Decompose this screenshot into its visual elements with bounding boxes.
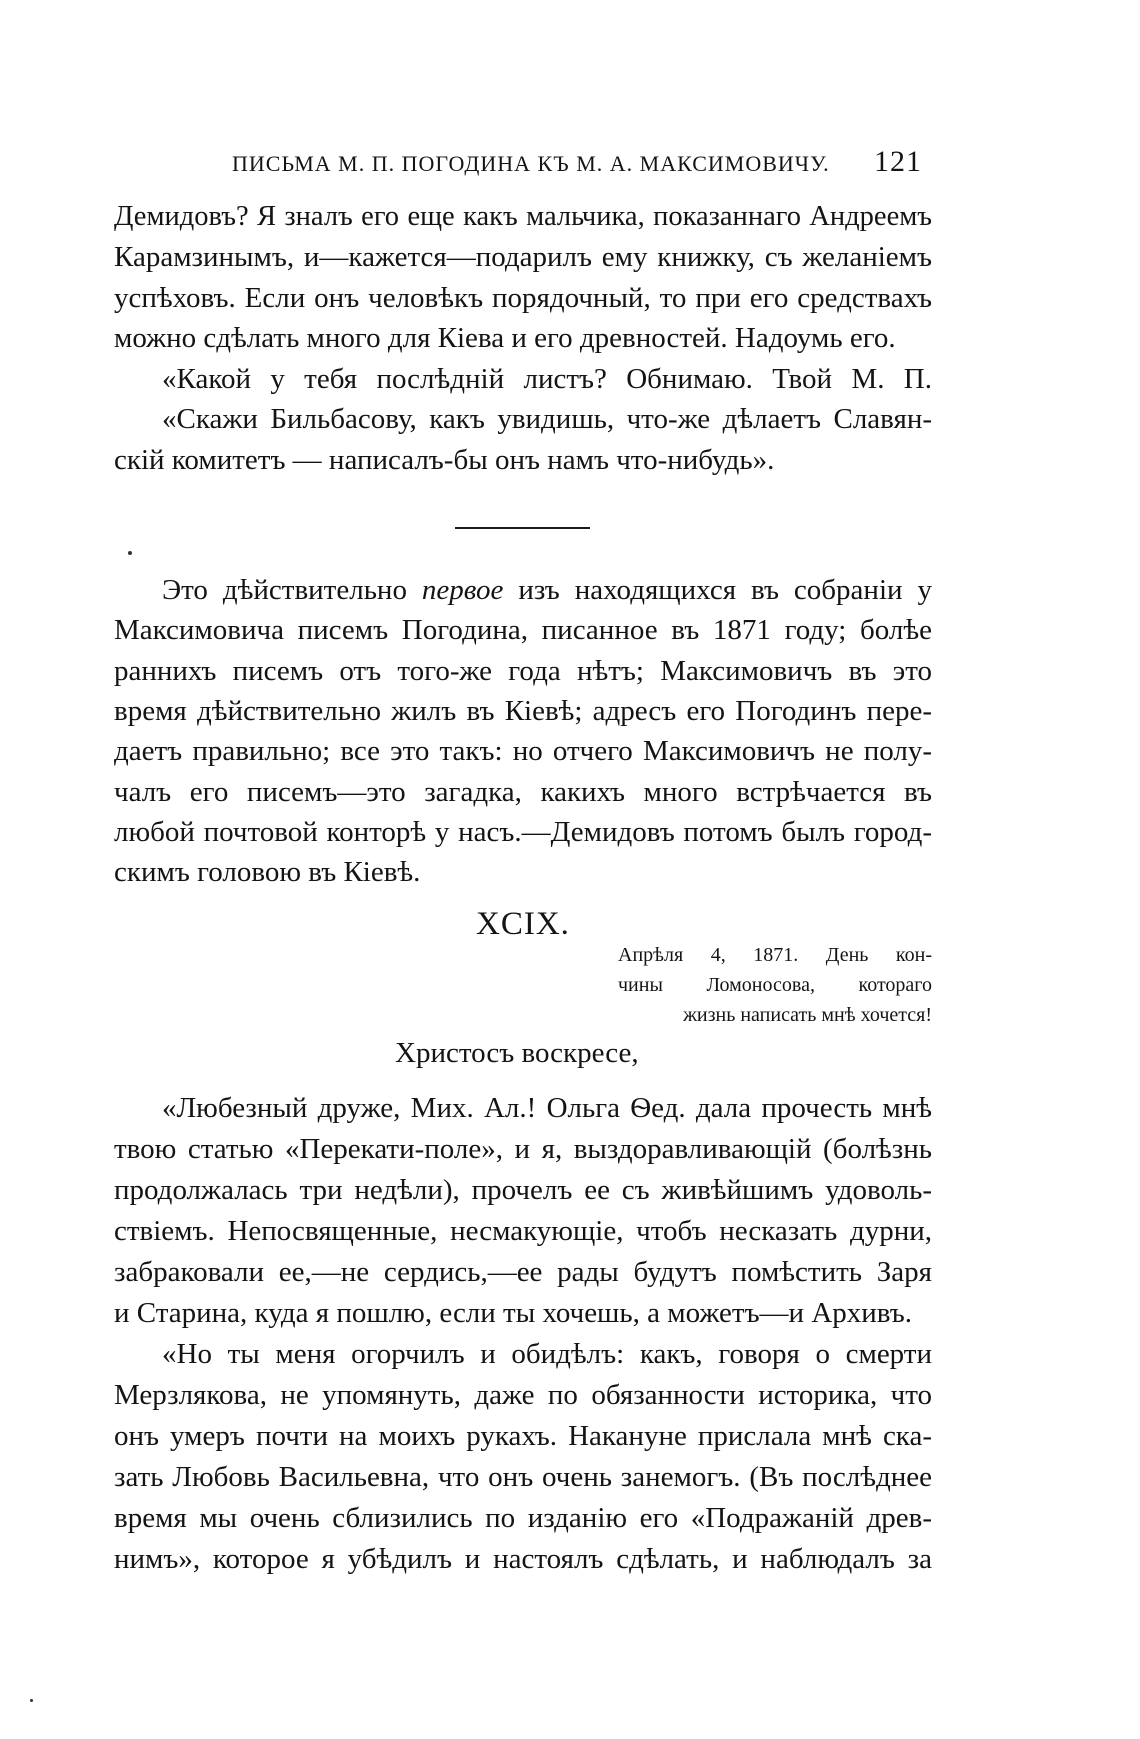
text-line: время дѣйствительно жилъ въ Кіевѣ; адресъ его Погодинъ пере- <box>114 695 932 727</box>
commentary-text: изъ находящихся въ собраніи у <box>503 574 932 606</box>
print-speck <box>128 551 132 555</box>
dateline-line: жизнь написать мнѣ хочется! <box>683 1004 932 1026</box>
text-line: «Но ты меня огорчилъ и обидѣлъ: какъ, говоря о смерти <box>162 1338 932 1370</box>
text-line: зать Любовь Васильевна, что онъ очень занемогъ. (Въ послѣднее <box>114 1461 932 1493</box>
text-line: Мерзлякова, не упомянуть, даже по обязанности историка, что <box>114 1379 932 1411</box>
text-line: твою статью «Перекати-поле», и я, выздоравливающій (болѣзнь <box>114 1133 932 1165</box>
text-line: продолжалась три недѣли), прочелъ ее съ живѣйшимъ удоволь- <box>114 1174 932 1206</box>
text-line: забраковали ее,—не сердись,—ее рады будутъ помѣстить Заря <box>114 1256 932 1288</box>
text-line: успѣховъ. Если онъ человѣкъ порядочный, то при его средствахъ <box>114 282 932 314</box>
text-line: ствіемъ. Непосвященные, несмакующіе, чтобъ несказать дурни, <box>114 1215 932 1247</box>
text-line: время мы очень сблизились по изданію его «Подражаній древ- <box>114 1502 932 1534</box>
text-line: нимъ», которое я убѣдилъ и настоялъ сдѣлать, и наблюдалъ за <box>114 1543 932 1575</box>
text-line: онъ умеръ почти на моихъ рукахъ. Накануне прислала мнѣ ска- <box>114 1420 932 1452</box>
text-line: скій комитетъ — написалъ-бы онъ намъ что-нибудь». <box>114 444 775 476</box>
letter-number: XCIX. <box>476 906 570 942</box>
text-line: скимъ головою въ Кіевѣ. <box>114 856 421 888</box>
section-divider <box>455 527 590 529</box>
text-line: «Любезный друже, Мих. Ал.! Ольга Ѳед. дала прочесть мнѣ <box>162 1092 932 1124</box>
text-line: чалъ его писемъ—это загадка, какихъ много встрѣчается въ <box>114 776 932 808</box>
letter-greeting: Христосъ воскресе, <box>395 1037 639 1069</box>
text-line: даетъ правильно; все это такъ: но отчего Максимовичъ не полу- <box>114 735 932 767</box>
text-line: Карамзинымъ, и—кажется—подарилъ ему книжку, съ желаніемъ <box>114 241 932 273</box>
text-line: «Какой у тебя послѣдній листъ? Обнимаю. Твой М. П. <box>162 363 932 395</box>
print-speck <box>30 1699 33 1702</box>
running-header <box>232 145 922 185</box>
running-header-title: ПИСЬМА М. П. ПОГОДИНА КЪ М. А. МАКСИМОВИЧУ. <box>232 151 830 176</box>
commentary-first-line <box>162 570 932 610</box>
text-line: можно сдѣлать много для Кіева и его древностей. Надоумь его. <box>114 322 896 354</box>
dateline-line: Апрѣля 4, 1871. День кон- <box>618 944 932 966</box>
dateline-line: чины Ломоносова, котораго <box>618 974 932 996</box>
text-line: любой почтовой конторѣ у насъ.—Демидовъ потомъ былъ город- <box>114 816 932 848</box>
text-line: Максимовича писемъ Погодина, писанное въ 1871 году; болѣе <box>114 614 932 646</box>
text-line: «Скажи Бильбасову, какъ увидишь, что-же дѣлаетъ Славян- <box>162 403 932 435</box>
commentary-text: Это дѣйствительно <box>162 574 422 606</box>
commentary-emphasis: первое <box>421 574 504 606</box>
page-number: 121 <box>874 145 922 178</box>
text-line: и Старина, куда я пошлю, если ты хочешь, а можетъ—и Архивъ. <box>114 1297 913 1329</box>
text-line: Демидовъ? Я зналъ его еще какъ мальчика, показаннаго Андреемъ <box>114 201 932 232</box>
text-line: раннихъ писемъ отъ того-же года нѣтъ; Максимовичъ въ это <box>114 655 932 687</box>
